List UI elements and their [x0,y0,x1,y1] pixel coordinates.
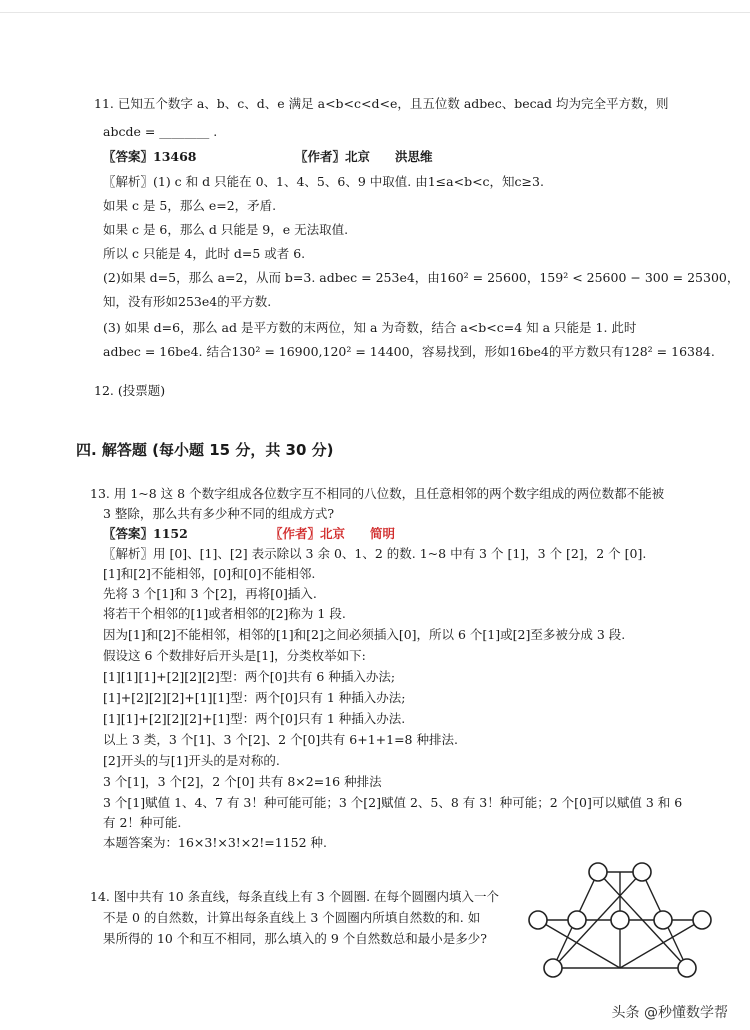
q11-analysis-3: 如果 c 是 6，那么 d 只能是 9，e 无法取值. [103,222,349,237]
q13-analysis-14: 有 2！种可能. [103,815,182,830]
q11-analysis-8: adbec = 16be4. 结合130² = 16900,120² = 14400，容易找到，形如16be4的平方数只有128² = 16384. [103,344,715,359]
q13-author: 〖作者〗北京 简明 [270,526,396,541]
q11-analysis-7: (3) 如果 d=6，那么 ad 是平方数的末两位，知 a 为奇数，结合 a<b<c=4 知 a 只能是 1. 此时 [103,320,637,335]
q13-line1: 13. 用 1~8 这 8 个数字组成各位数字互不相同的八位数，且任意相邻的两个数字组成的两位数都不能被 [90,486,665,501]
q13-analysis-9: [1][1]+[2][2][2]+[1]型：两个[0]只有 1 种插入办法. [103,711,406,726]
q13-analysis-10: 以上 3 类，3 个[1]、3 个[2]、2 个[0]共有 6+1+1=8 种排法. [103,732,458,747]
figure-circle [693,911,711,929]
q13-analysis-8: [1]+[2][2][2]+[1][1]型：两个[0]只有 1 种插入办法; [103,690,406,705]
figure-circle [568,911,586,929]
q13-analysis-4: 将若干个相邻的[1]或者相邻的[2]称为 1 段. [103,606,346,621]
q13-analysis-3: 先将 3 个[1]和 3 个[2]，再将[0]插入. [103,586,317,601]
figure-circle [589,863,607,881]
q11-analysis-2: 如果 c 是 5，那么 e=2，矛盾. [103,198,277,213]
figure-circle [529,911,547,929]
figure-circle [544,959,562,977]
q13-analysis-2: [1]和[2]不能相邻，[0]和[0]不能相邻. [103,566,316,581]
q13-analysis-1: 〖解析〗用 [0]、[1]、[2] 表示除以 3 余 0、1、2 的数. 1~8 中有 3 个 [1]，3 个 [2]，2 个 [0]. [103,546,647,561]
q11-line2: abcde = ________ . [103,124,218,139]
q11-analysis-6: 知，没有形如253e4的平方数. [103,294,272,309]
figure-circle [678,959,696,977]
q13-analysis-7: [1][1][1]+[2][2][2]型：两个[0]共有 6 种插入办法; [103,669,396,684]
circle-line-figure [520,862,720,982]
q11-line1: 11. 已知五个数字 a、b、c、d、e 满足 a<b<c<d<e，且五位数 adbec、becad 均为完全平方数，则 [94,96,669,111]
q14-line1: 14. 图中共有 10 条直线，每条直线上有 3 个圆圈. 在每个圆圈内填入一个 [90,889,500,904]
q14-line3: 果所得的 10 个和互不相同，那么填入的 9 个自然数总和最小是多少? [103,931,487,946]
q13-analysis-15: 本题答案为：16×3!×3!×2!=1152 种. [103,835,327,850]
q14-line2: 不是 0 的自然数，计算出每条直线上 3 个圆圈内所填自然数的和. 如 [103,910,481,925]
q13-answer: 〖答案〗1152 [103,526,188,541]
figure-circle [611,911,629,929]
q11-analysis-5: (2)如果 d=5，那么 a=2，从而 b=3. adbec = 253e4，由160² = 25600，159² < 25600 − 300 = 25300， [103,270,740,285]
top-divider [0,12,750,13]
section-heading: 四. 解答题 (每小题 15 分，共 30 分) [76,441,334,459]
q13-line2: 3 整除，那么共有多少种不同的组成方式? [103,506,335,521]
q11-analysis-1: 〖解析〗(1) c 和 d 只能在 0、1、4、5、6、9 中取值. 由1≤a<b<c，知c≥3. [103,174,544,189]
q11-analysis-4: 所以 c 只能是 4，此时 d=5 或者 6. [103,246,306,261]
q11-answer: 〖答案〗13468 [103,149,197,164]
q13-analysis-11: [2]开头的与[1]开头的是对称的. [103,753,280,768]
q11-author: 〖作者〗北京 洪思维 [295,149,433,164]
q13-analysis-5: 因为[1]和[2]不能相邻，相邻的[1]和[2]之间必须插入[0]，所以 6 个[1]或[2]至多被分成 3 段. [103,627,626,642]
q13-analysis-13: 3 个[1]赋值 1、4、7 有 3！种可能可能；3 个[2]赋值 2、5、8 有 3！种可能；2 个[0]可以赋值 3 和 6 [103,795,683,810]
figure-circle [654,911,672,929]
figure-circle [633,863,651,881]
q13-analysis-6: 假设这 6 个数排好后开头是[1]，分类枚举如下: [103,648,366,663]
q13-analysis-12: 3 个[1]，3 个[2]，2 个[0] 共有 8×2=16 种排法 [103,774,382,789]
watermark: 头条 @秒懂数学帮 [611,1005,728,1021]
q12-text: 12. (投票题) [94,383,166,398]
